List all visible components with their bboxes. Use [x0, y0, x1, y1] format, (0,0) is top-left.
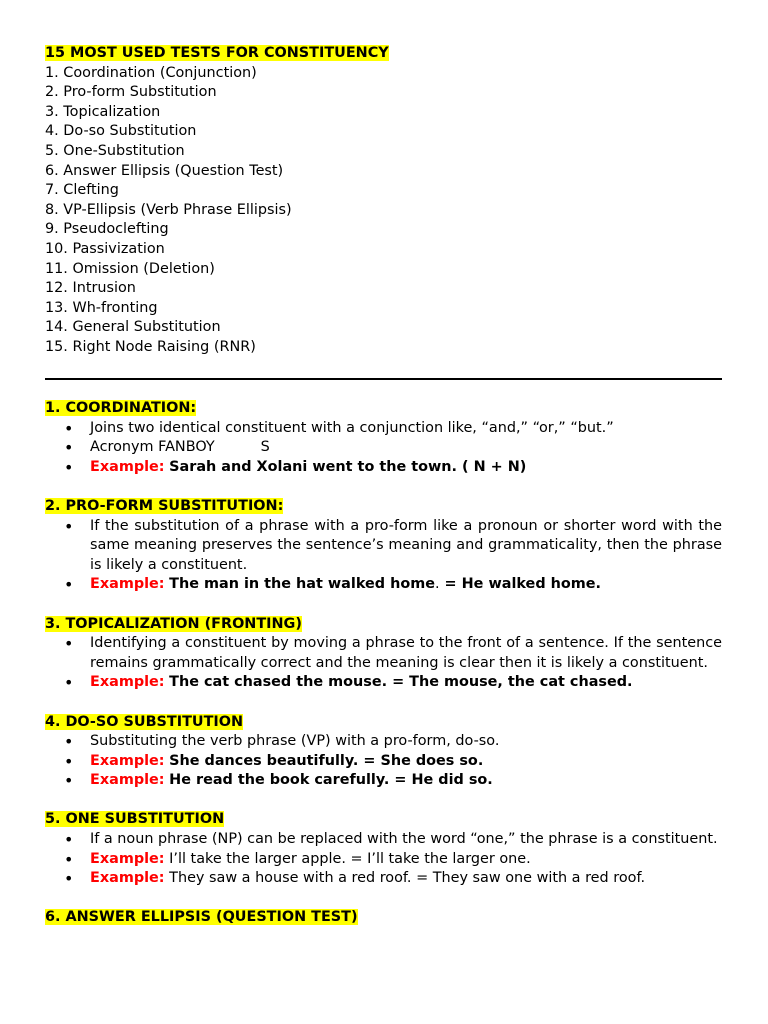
bullet-item: • If a noun phrase (NP) can be replaced with the word “one,” the phrase is a constituent. [45, 830, 722, 850]
example-label: Example: [90, 674, 165, 691]
section-heading: 5. ONE SUBSTITUTION [45, 811, 225, 828]
list-item: 12. Intrusion [45, 280, 136, 297]
section-proform [45, 497, 722, 595]
list-item: 13. Wh-fronting [45, 299, 158, 316]
list-item: 6. Answer Ellipsis (Question Test) [45, 162, 284, 179]
example-label: Example: [90, 752, 165, 769]
example-text: They saw a house with a red roof. = They saw one with a red roof. [169, 870, 646, 887]
list-item: 8. VP-Ellipsis (Verb Phrase Ellipsis) [45, 201, 292, 218]
list-item: 4. Do-so Substitution [45, 123, 197, 140]
bullet-item: • Identifying a constituent by moving a phrase to the front of a sentence. If the sentence remains grammatically correct and the meaning is clear then it is likely a constituent. [45, 634, 722, 673]
example-item: • Example: The man in the hat walked home. = He walked home. [45, 575, 722, 595]
example-label: Example: [90, 870, 165, 887]
example-label: Example: [90, 576, 165, 593]
list-item: 14. General Substitution [45, 319, 221, 336]
bullet-item: • Joins two identical constituent with a conjunction like, “and,” “or,” “but.” [45, 419, 722, 439]
list-item: 11. Omission (Deletion) [45, 260, 215, 277]
example-item [45, 673, 722, 693]
example-item [45, 752, 722, 772]
section-heading: 4. DO-SO SUBSTITUTION [45, 713, 244, 730]
document-title: 15 MOST USED TESTS FOR CONSTITUENCY [45, 45, 389, 61]
section-one-substitution [45, 810, 722, 888]
section-heading: 6. ANSWER ELLIPSIS (QUESTION TEST) [45, 909, 358, 926]
section-heading: 1. COORDINATION: [45, 400, 197, 416]
tests-list [45, 64, 722, 358]
section-heading: 2. PRO-FORM SUBSTITUTION: [45, 497, 284, 514]
example-item [45, 771, 722, 791]
list-item: 10. Passivization [45, 240, 165, 257]
example-label: Example: [90, 458, 165, 475]
section-coordination [45, 399, 722, 477]
list-item: 1. Coordination (Conjunction) [45, 64, 257, 81]
example-item [45, 869, 722, 889]
bullet-item: • Substituting the verb phrase (VP) with a pro-form, do-so. [45, 732, 722, 752]
tests-overview [45, 44, 722, 358]
example-item [45, 458, 722, 478]
example-item [45, 850, 722, 870]
example-text: She dances beautifully. = She does so. [169, 752, 484, 769]
bullet-item: • If the substitution of a phrase with a pro-form like a pronoun or shorter word with the same meaning preserves the sentence’s meaning and grammaticality, then the phrase is likely a constituent. [45, 517, 722, 576]
bullet-item: • Acronym FANBOY S [45, 438, 722, 458]
section-do-so [45, 713, 722, 791]
sections-body [45, 399, 722, 948]
list-item: 2. Pro-form Substitution [45, 84, 217, 101]
list-item: 15. Right Node Raising (RNR) [45, 338, 256, 355]
section-answer-ellipsis [45, 908, 722, 928]
list-item: 5. One-Substitution [45, 142, 185, 159]
example-text: Sarah and Xolani went to the town. ( N + N) [169, 458, 527, 475]
example-label: Example: [90, 850, 165, 867]
example-text: = He walked home. [439, 576, 601, 593]
list-item: 7. Clefting [45, 182, 119, 199]
example-label: Example: [90, 772, 165, 789]
section-divider [45, 378, 722, 380]
example-text: I’ll take the larger apple. = I’ll take the larger one. [169, 850, 531, 867]
section-heading: 3. TOPICALIZATION (FRONTING) [45, 615, 302, 632]
example-text: The man in the hat walked home [169, 576, 435, 593]
example-text: The cat chased the mouse. = The mouse, the cat chased. [169, 674, 633, 691]
example-text: He read the book carefully. = He did so. [169, 772, 493, 789]
list-item: 9. Pseudoclefting [45, 221, 169, 238]
list-item: 3. Topicalization [45, 103, 161, 120]
section-topicalization [45, 615, 722, 693]
